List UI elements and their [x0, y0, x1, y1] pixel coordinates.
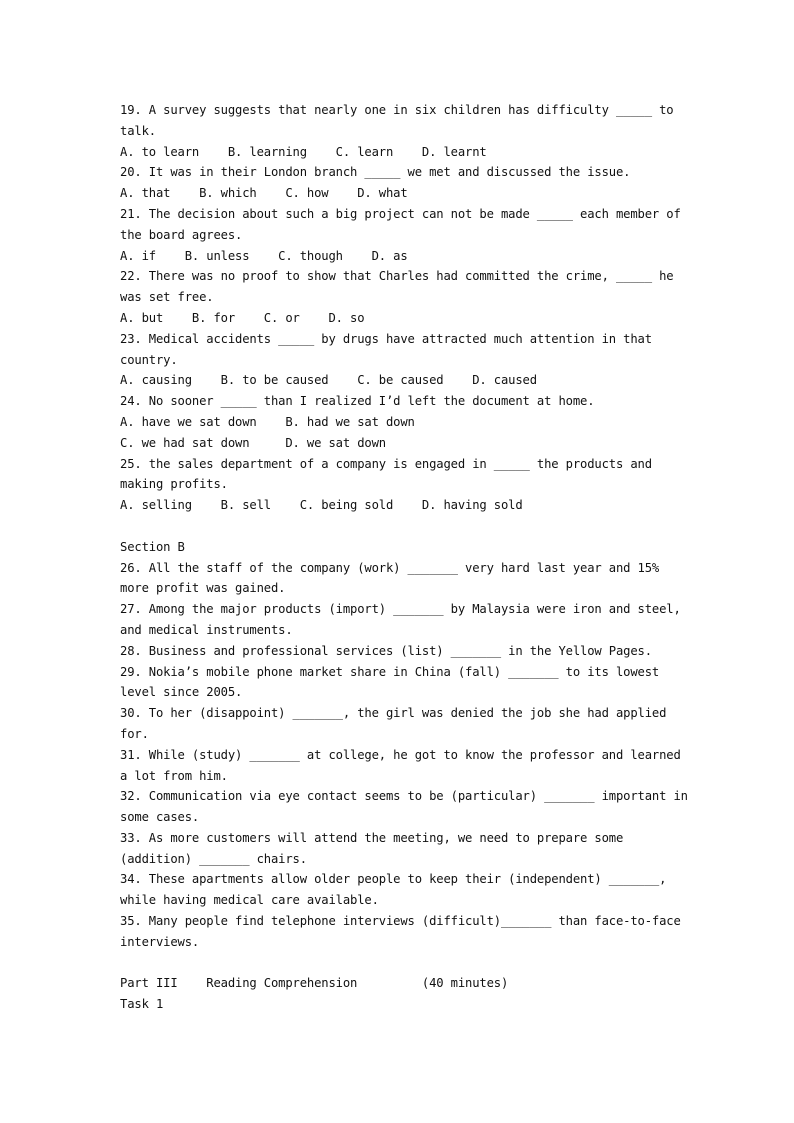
question-text: making profits.: [120, 477, 228, 492]
question-31: [120, 745, 680, 787]
question-text: 28. Business and professional services (list) _______ in the Yellow Pages.: [120, 643, 652, 658]
question-text: 29. Nokia’s mobile phone market share in China (fall) _______ to its lowest: [120, 664, 660, 679]
question-text: level since 2005.: [120, 685, 243, 700]
question-text: 26. All the staff of the company (work) _______ very hard last year and 15%: [120, 560, 660, 575]
spacer: [120, 516, 680, 537]
question-text: 35. Many people find telephone interviews (difficult)_______ than face-to-face: [120, 914, 681, 929]
question-text: 20. It was in their London branch _____ we met and discussed the issue.: [120, 165, 631, 180]
answer-options: C. we had sat down D. we sat down: [120, 435, 386, 450]
question-text: 21. The decision about such a big project can not be made _____ each member of: [120, 206, 681, 221]
question-25: [120, 454, 680, 516]
question-text: 19. A survey suggests that nearly one in six children has difficulty _____ to: [120, 103, 674, 117]
question-text: 31. While (study) _______ at college, he got to know the professor and learned: [120, 747, 681, 762]
question-text: (addition) _______ chairs.: [120, 851, 307, 866]
task-heading: Task 1: [120, 997, 164, 1012]
part-three-heading: Part III Reading Comprehension (40 minutes): [120, 976, 509, 991]
question-34: [120, 869, 680, 911]
answer-options: A. but B. for C. or D. so: [120, 310, 365, 325]
question-text: the board agrees.: [120, 227, 243, 242]
question-text: more profit was gained.: [120, 581, 286, 596]
answer-options: A. have we sat down B. had we sat down: [120, 414, 415, 429]
question-text: a lot from him.: [120, 768, 228, 783]
question-text: and medical instruments.: [120, 622, 293, 637]
answer-options: A. that B. which C. how D. what: [120, 186, 408, 201]
question-text: 25. the sales department of a company is engaged in _____ the products and: [120, 456, 652, 471]
question-27: [120, 599, 680, 641]
question-text: some cases.: [120, 810, 200, 825]
question-text: 33. As more customers will attend the meeting, we need to prepare some: [120, 830, 624, 845]
question-text: for.: [120, 726, 149, 741]
question-text: while having medical care available.: [120, 893, 379, 908]
question-21: [120, 204, 680, 266]
question-35: [120, 911, 680, 953]
spacer: [120, 953, 680, 974]
question-23: [120, 329, 680, 391]
section-b-heading: Section B: [120, 539, 185, 554]
question-text: 34. These apartments allow older people to keep their (independent) _______,: [120, 872, 667, 887]
question-text: was set free.: [120, 290, 214, 305]
question-text: country.: [120, 352, 178, 367]
question-text: talk.: [120, 123, 156, 138]
question-text: interviews.: [120, 934, 200, 949]
question-29: [120, 662, 680, 704]
question-20: [120, 162, 680, 204]
question-28: [120, 641, 680, 662]
answer-options: A. causing B. to be caused C. be caused D. caused: [120, 373, 537, 388]
question-text: 27. Among the major products (import) _______ by Malaysia were iron and steel,: [120, 602, 681, 617]
answer-options: A. selling B. sell C. being sold D. having sold: [120, 498, 523, 513]
question-text: 30. To her (disappoint) _______, the girl was denied the job she had applied: [120, 706, 667, 721]
question-19: [120, 100, 680, 162]
answer-options: A. to learn B. learning C. learn D. learnt: [120, 144, 487, 159]
question-text: 22. There was no proof to show that Charles had committed the crime, _____ he: [120, 269, 674, 284]
question-32: [120, 786, 688, 828]
question-text: 32. Communication via eye contact seems to be (particular) _______ important in: [120, 789, 688, 804]
answer-options: A. if B. unless C. though D. as: [120, 248, 408, 263]
question-22: [120, 266, 680, 328]
question-26: [120, 558, 680, 600]
exam-page: [120, 100, 688, 1015]
question-text: 24. No sooner _____ than I realized I’d left the document at home.: [120, 394, 595, 409]
question-text: 23. Medical accidents _____ by drugs have attracted much attention in that: [120, 331, 652, 346]
question-33: [120, 828, 680, 870]
question-30: [120, 703, 680, 745]
question-24: [120, 391, 680, 453]
